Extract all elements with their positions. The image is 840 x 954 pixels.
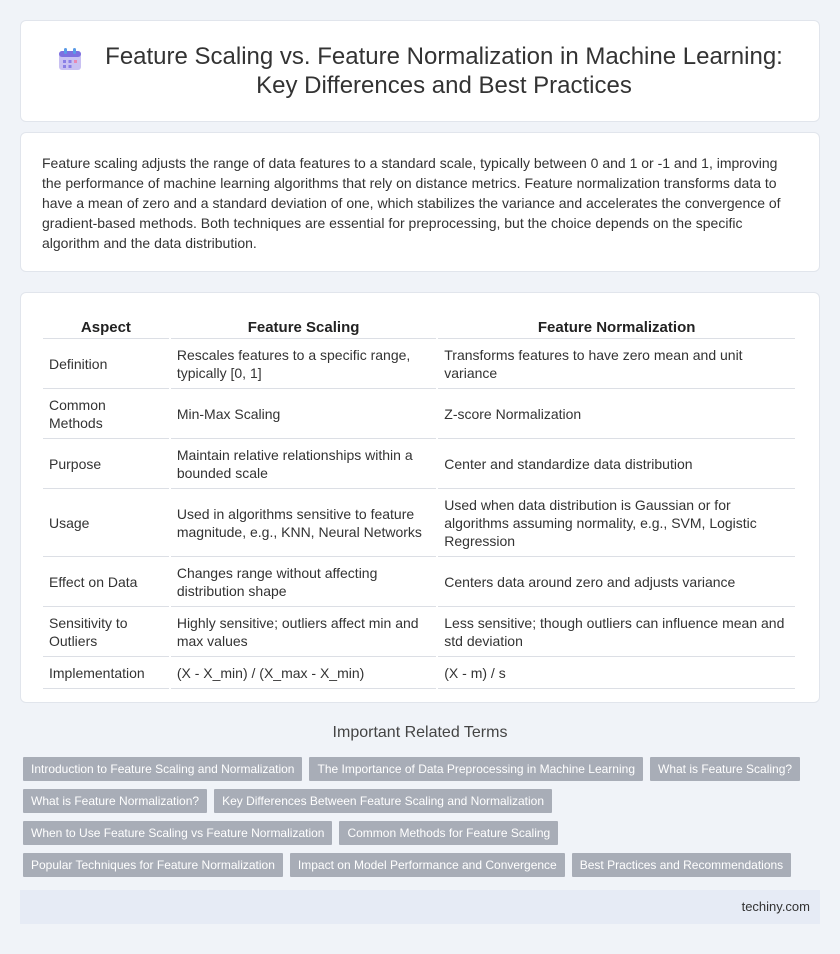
page-title [105,42,783,100]
table-header-row [43,313,795,339]
row-normalization: Transforms features to have zero mean and unit variance [438,339,795,389]
row-normalization: (X - m) / s [438,657,795,689]
row-scaling: Changes range without affecting distribution shape [171,557,436,607]
table-row [43,607,795,657]
row-normalization: Center and standardize data distribution [438,439,795,489]
related-tag[interactable]: What is Feature Normalization? [23,789,207,813]
related-terms-title: Important Related Terms [332,724,508,741]
comparison-table-card [20,292,820,703]
table-row [43,489,795,557]
row-normalization: Z-score Normalization [438,389,795,439]
related-tags [20,757,820,885]
intro-paragraph: Feature scaling adjusts the range of data features to a standard scale, typically between 0 and 1 or -1 and 1, improving the performance of machine learning algorithms that rely on distance metrics. Feature normalization transforms data to have a mean of zero and a standard deviation of one, which stabilizes the variance and accelerates the convergence of gradient-based methods. Both techniques are essential for preprocessing, but the choice depends on the specific algorithm and the data distribution. [42,155,781,251]
related-terms-section [20,724,820,885]
header-aspect: Aspect [43,313,169,339]
row-aspect: Implementation [43,657,169,689]
related-tag[interactable]: Impact on Model Performance and Convergence [290,853,565,877]
footer [20,890,820,924]
row-aspect: Purpose [43,439,169,489]
row-scaling: Used in algorithms sensitive to feature magnitude, e.g., KNN, Neural Networks [171,489,436,557]
page-title-line-1: Feature Scaling vs. Feature Normalization in Machine Learning: [105,43,783,70]
related-tag[interactable]: Introduction to Feature Scaling and Normalization [23,757,302,781]
related-tag[interactable]: The Importance of Data Preprocessing in Machine Learning [309,757,643,781]
related-tag[interactable]: What is Feature Scaling? [650,757,800,781]
page-title-line-2: Key Differences and Best Practices [256,72,632,99]
row-scaling: Rescales features to a specific range, typically [0, 1] [171,339,436,389]
row-aspect: Usage [43,489,169,557]
row-scaling: Min-Max Scaling [171,389,436,439]
row-scaling: Highly sensitive; outliers affect min and max values [171,607,436,657]
row-aspect: Common Methods [43,389,169,439]
row-aspect: Effect on Data [43,557,169,607]
related-tag[interactable]: Key Differences Between Feature Scaling and Normalization [214,789,552,813]
related-tag[interactable]: Best Practices and Recommendations [572,853,791,877]
table-row [43,557,795,607]
intro-card [20,132,820,272]
table-row [43,439,795,489]
row-normalization: Less sensitive; though outliers can influence mean and std deviation [438,607,795,657]
related-tag[interactable]: When to Use Feature Scaling vs Feature Normalization [23,821,332,845]
row-aspect: Sensitivity to Outliers [43,607,169,657]
title-card [20,20,820,122]
calendar-icon [57,46,83,72]
row-scaling: Maintain relative relationships within a bounded scale [171,439,436,489]
related-tag[interactable]: Common Methods for Feature Scaling [339,821,558,845]
row-normalization: Used when data distribution is Gaussian or for algorithms assuming normality, e.g., SVM, Logistic Regression [438,489,795,557]
table-row [43,657,795,689]
row-normalization: Centers data around zero and adjusts variance [438,557,795,607]
related-tag[interactable]: Popular Techniques for Feature Normalization [23,853,283,877]
header-feature-scaling: Feature Scaling [171,313,436,339]
comparison-table [41,313,797,689]
header-feature-normalization: Feature Normalization [438,313,795,339]
footer-site-link[interactable]: techiny.com [741,899,810,914]
table-row [43,389,795,439]
table-row [43,339,795,389]
row-aspect: Definition [43,339,169,389]
row-scaling: (X - X_min) / (X_max - X_min) [171,657,436,689]
